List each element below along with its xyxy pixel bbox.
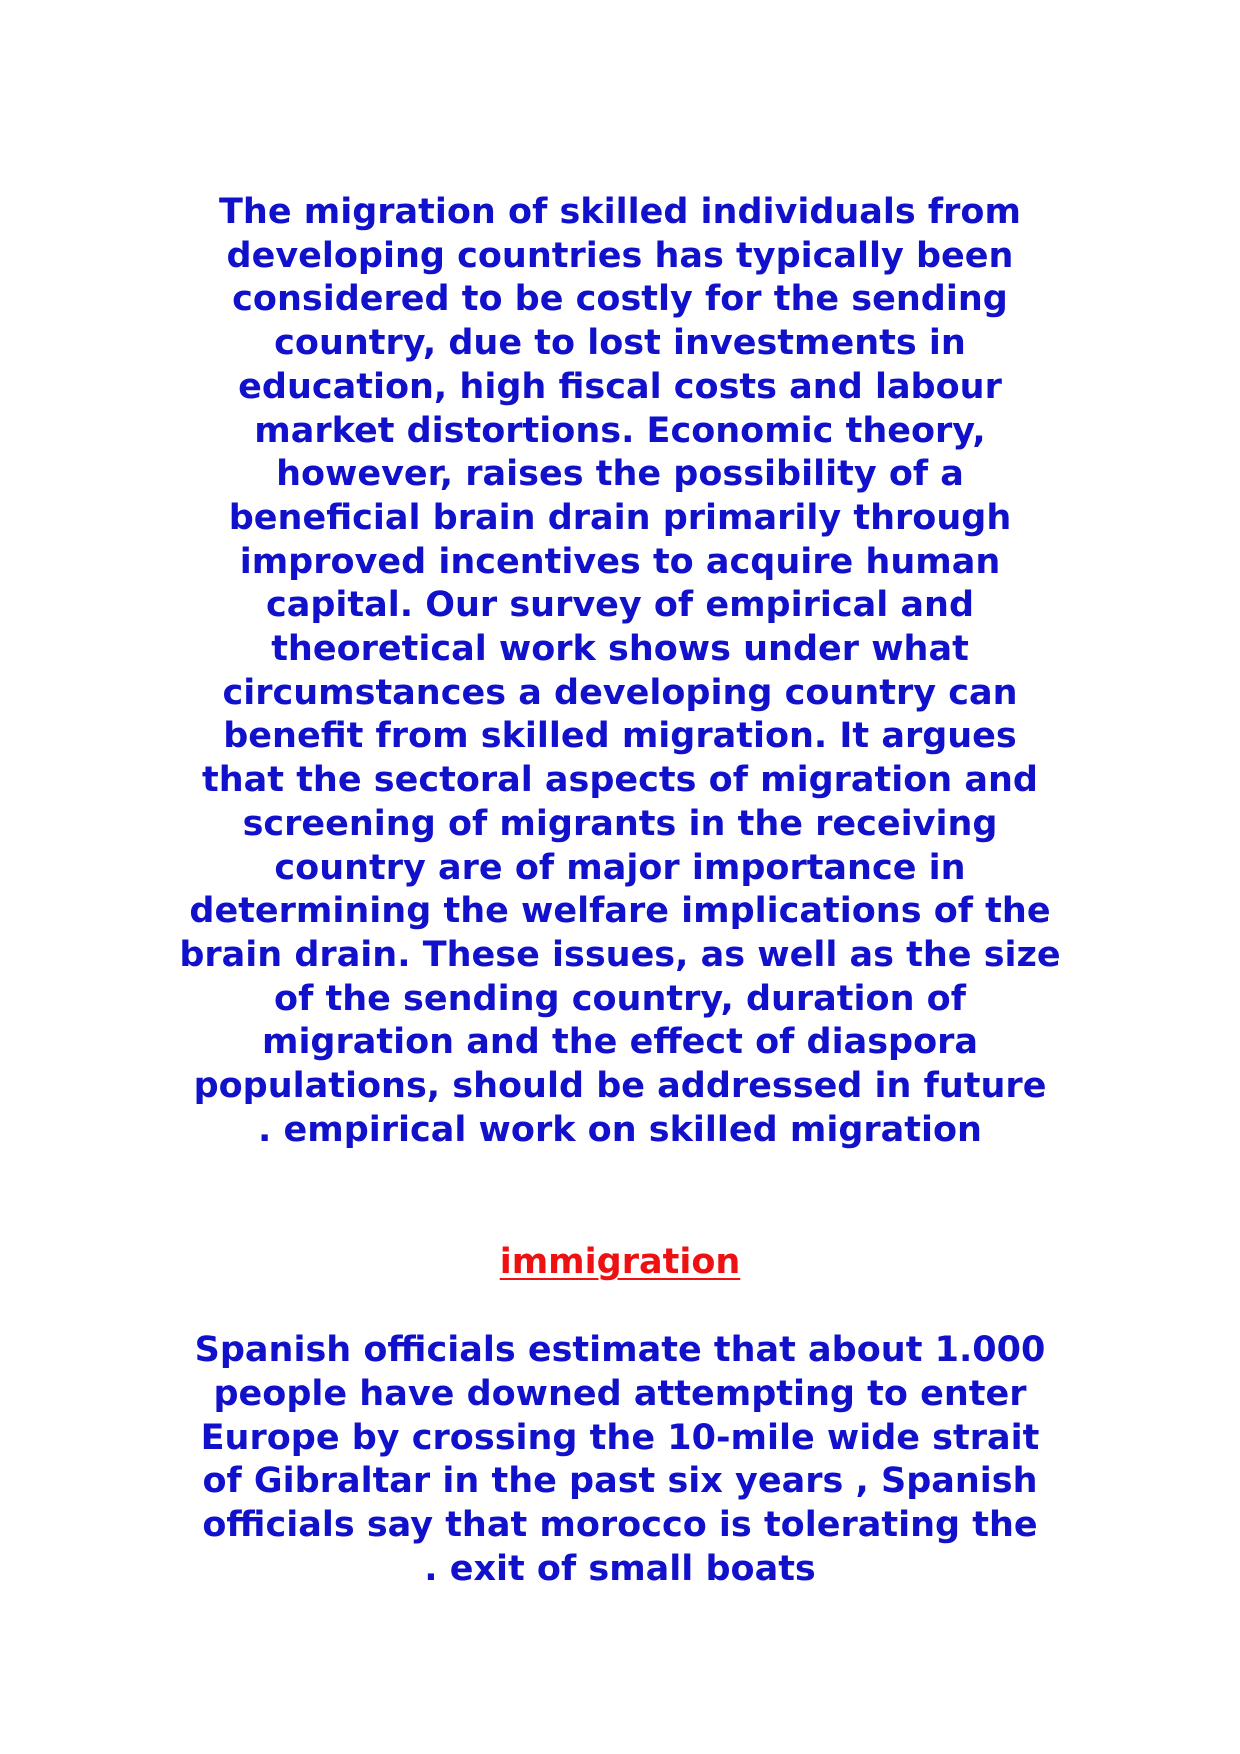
abstract-line: developing countries has typically been <box>226 235 1014 276</box>
abstract-paragraph <box>140 191 1100 1152</box>
abstract-line: however, raises the possibility of a <box>276 454 964 495</box>
body-line: . exit of small boats <box>424 1548 816 1589</box>
section-heading <box>140 1240 1100 1284</box>
abstract-line: country are of major importance in <box>274 847 966 888</box>
abstract-line: capital. Our survey of empirical and <box>265 585 975 626</box>
abstract-line: improved incentives to acquire human <box>239 541 1001 582</box>
abstract-line: screening of migrants in the receiving <box>242 803 998 844</box>
abstract-line: . empirical work on skilled migration <box>258 1109 982 1150</box>
abstract-line: benefit from skilled migration. It argues <box>223 716 1017 757</box>
body-paragraph <box>140 1329 1100 1592</box>
abstract-line: of the sending country, duration of <box>274 978 966 1019</box>
abstract-line: that the sectoral aspects of migration and <box>202 760 1038 801</box>
body-line: of Gibraltar in the past six years , Spanish <box>202 1461 1038 1502</box>
body-line: people have downed attempting to enter <box>213 1373 1027 1414</box>
abstract-line: country, due to lost investments in <box>274 323 966 364</box>
abstract-line: theoretical work shows under what <box>271 629 969 670</box>
abstract-line: migration and the effect of diaspora <box>261 1022 979 1063</box>
abstract-line: market distortions. Economic theory, <box>254 410 986 451</box>
abstract-line: beneficial brain drain primarily through <box>228 497 1012 538</box>
section-heading-text: immigration <box>499 1242 741 1282</box>
abstract-line: populations, should be addressed in future <box>193 1066 1047 1107</box>
body-line: Spanish officials estimate that about 1.000 <box>194 1330 1046 1370</box>
body-line: Europe by crossing the 10-mile wide strait <box>200 1417 1040 1458</box>
abstract-line: determining the welfare implications of the <box>189 891 1051 932</box>
abstract-line: considered to be costly for the sending <box>232 279 1008 320</box>
body-line: officials say that morocco is tolerating the <box>202 1505 1038 1546</box>
abstract-line: education, high fiscal costs and labour <box>238 366 1002 407</box>
abstract-line: circumstances a developing country can <box>222 672 1018 713</box>
abstract-line: brain drain. These issues, as well as the size <box>179 934 1061 975</box>
abstract-line: The migration of skilled individuals from <box>219 192 1021 232</box>
